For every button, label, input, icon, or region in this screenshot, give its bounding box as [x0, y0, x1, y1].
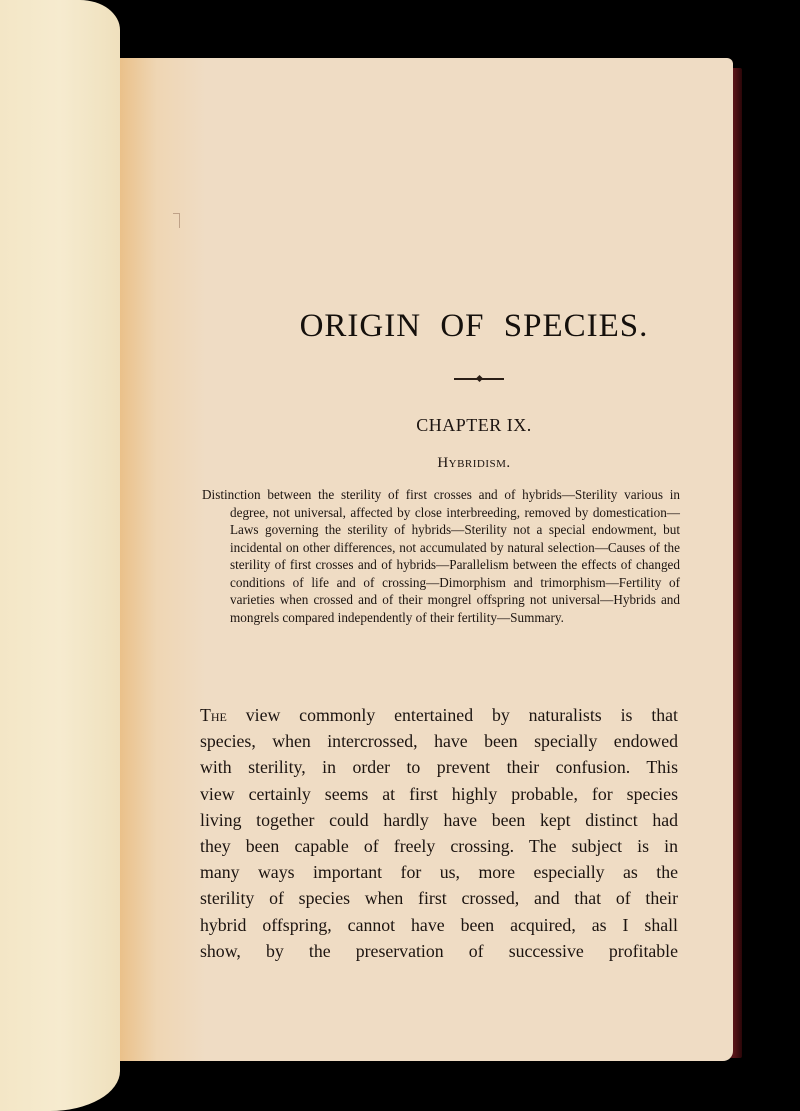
- body-line: species, when intercrossed, have been specially endowed: [200, 731, 678, 752]
- body-line: many ways important for us, more especially as the: [200, 862, 678, 883]
- body-line: sterility of species when first crossed, and that of their: [200, 888, 678, 909]
- pencil-mark: [173, 213, 180, 228]
- body-line: living together could hardly have been kept distinct had: [200, 809, 678, 830]
- chapter-synopsis: Distinction between the sterility of first crosses and of hybrids—Sterility various in degree, not universal, affected by close interbreeding, removed by domestication—Laws governing the sterility of hybrids—Sterility not a special endowment, but incidental on other differences, not accumulated by natural selection—Causes of the sterility of first crosses and of hybrids—Parallelism between the effects of changed conditions of life and of crossing—Dimorphism and trimorphism—Fertility of varieties when crossed and of their mongrel offspring not universal—Hybrids and mongrels compared independently of their fertility—Summary.: [202, 487, 680, 625]
- chapter-heading: CHAPTER IX.: [416, 415, 532, 435]
- body-line: view certainly seems at first highly probable, for species: [200, 783, 678, 804]
- body-line: hybrid offspring, cannot have been acquired, as I shall: [200, 914, 678, 935]
- lead-word: The: [200, 705, 227, 725]
- body-line: they been capable of freely crossing. The subject is in: [200, 836, 678, 857]
- divider-ornament: [454, 378, 504, 380]
- body-line: with sterility, in order to prevent their confusion. This: [200, 757, 678, 778]
- book-title: ORIGIN OF SPECIES.: [299, 308, 649, 344]
- facing-page-left: [0, 0, 120, 1111]
- chapter-subject: Hybridism.: [437, 455, 511, 471]
- body-paragraph: [200, 702, 678, 964]
- body-line: The view commonly entertained by naturalists is that: [200, 705, 678, 725]
- body-line: show, by the preservation of successive profitable: [200, 940, 678, 961]
- book-page: [120, 58, 733, 1061]
